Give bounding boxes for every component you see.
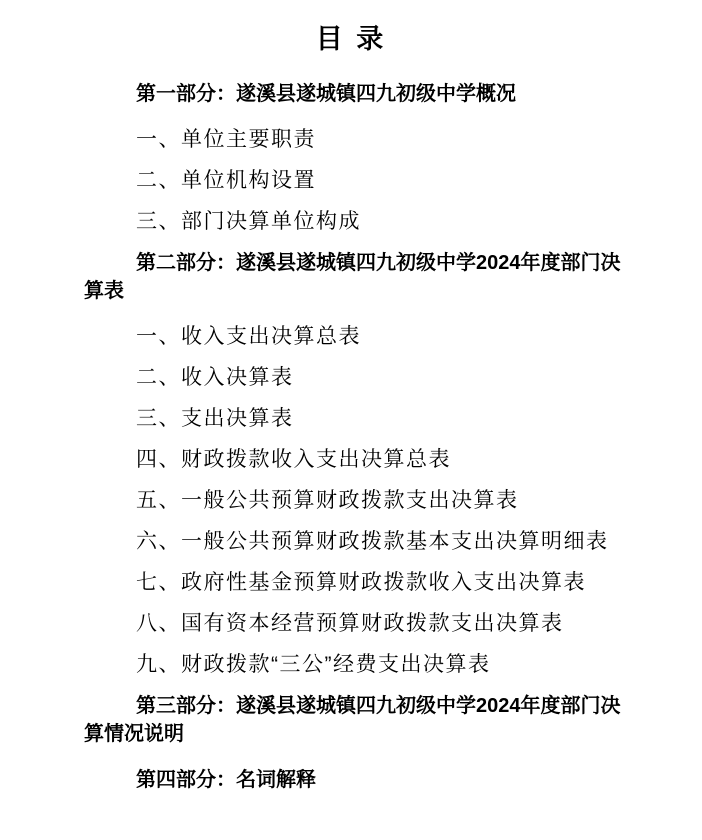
toc-heading-part3: 第三部分：遂溪县遂城镇四九初级中学2024年度部门决算情况说明 [84, 695, 621, 745]
toc-item-unit-duties: 一、单位主要职责 [136, 128, 316, 151]
toc-heading-part4: 第四部分：名词解释 [136, 769, 316, 791]
toc-item-unit-composition: 三、部门决算单位构成 [136, 210, 361, 233]
toc-item-gov-fund-budget: 七、政府性基金预算财政拨款收入支出决算表 [136, 571, 586, 594]
toc-item-unit-structure: 二、单位机构设置 [136, 169, 316, 192]
toc-item-three-public-expenses: 九、财政拨款“三公”经费支出决算表 [136, 653, 491, 676]
table-of-contents [84, 80, 628, 794]
toc-item-general-budget-expense: 五、一般公共预算财政拨款支出决算表 [136, 489, 519, 512]
toc-item-income-expense-summary: 一、收入支出决算总表 [136, 325, 361, 348]
toc-item-income-table: 二、收入决算表 [136, 366, 294, 389]
toc-item-state-capital-budget: 八、国有资本经营预算财政拨款支出决算表 [136, 612, 564, 635]
toc-item-expense-table: 三、支出决算表 [136, 407, 294, 430]
toc-heading-part1: 第一部分：遂溪县遂城镇四九初级中学概况 [136, 83, 516, 105]
toc-item-fiscal-appropriation-summary: 四、财政拨款收入支出决算总表 [136, 448, 451, 471]
toc-heading-part2: 第二部分：遂溪县遂城镇四九初级中学2024年度部门决算表 [84, 252, 621, 302]
page-title: 目 录 [315, 24, 387, 54]
toc-item-general-budget-basic-detail: 六、一般公共预算财政拨款基本支出决算明细表 [136, 530, 609, 553]
